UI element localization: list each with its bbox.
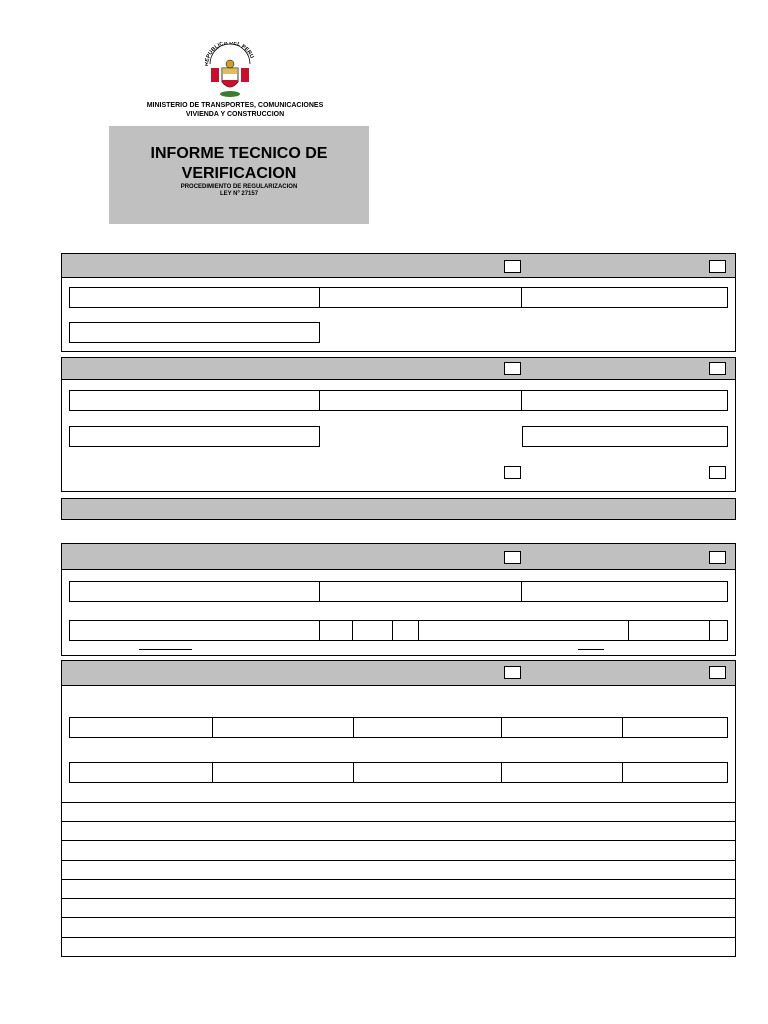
section-1-header <box>62 254 735 278</box>
section-4-field-row-1 <box>69 717 728 738</box>
section-1-checkbox-b[interactable] <box>709 260 726 273</box>
section-4 <box>61 660 736 957</box>
field-divider <box>212 718 213 737</box>
section-2-checkbox-d[interactable] <box>709 466 726 479</box>
field-divider <box>319 391 320 410</box>
field-divider <box>353 763 354 782</box>
field-divider <box>521 288 522 307</box>
section-4-checkbox-b[interactable] <box>709 666 726 679</box>
section-2-checkbox-b[interactable] <box>709 362 726 375</box>
field-divider <box>319 288 320 307</box>
section-1-field-row <box>69 287 728 308</box>
section-3-header <box>62 544 735 570</box>
section-2-field-row <box>69 390 728 411</box>
section-2-header <box>62 358 735 380</box>
section-bar <box>61 498 736 520</box>
writing-line <box>62 860 735 861</box>
writing-line <box>62 821 735 822</box>
field-divider <box>521 582 522 601</box>
writing-line <box>62 802 735 803</box>
section-1-checkbox-a[interactable] <box>504 260 521 273</box>
field-divider <box>353 718 354 737</box>
emblem-text: EPUBLICA DEL PERU <box>205 42 255 63</box>
field-divider <box>622 763 623 782</box>
section-2-field-right[interactable] <box>522 426 728 447</box>
section-2-checkbox-a[interactable] <box>504 362 521 375</box>
section-4-checkbox-a[interactable] <box>504 666 521 679</box>
title-box <box>109 126 369 224</box>
writing-line <box>62 937 735 938</box>
underline-short <box>578 649 604 650</box>
field-divider <box>501 718 502 737</box>
field-divider <box>628 621 629 640</box>
section-4-header <box>62 661 735 686</box>
section-3-checkbox-b[interactable] <box>709 551 726 564</box>
underline-short <box>139 649 192 650</box>
field-divider <box>418 621 419 640</box>
field-divider <box>392 621 393 640</box>
field-divider <box>352 621 353 640</box>
section-2 <box>61 357 736 492</box>
field-divider <box>212 763 213 782</box>
section-1-field-single[interactable] <box>69 322 320 343</box>
field-divider <box>709 621 710 640</box>
section-3-checkbox-a[interactable] <box>504 551 521 564</box>
field-divider <box>622 718 623 737</box>
procedure-subtitle: PROCEDIMIENTO DE REGULARIZACION <box>180 184 298 190</box>
section-3-field-row-2 <box>69 620 728 641</box>
section-2-field-left[interactable] <box>69 426 320 447</box>
writing-line <box>62 840 735 841</box>
document-title-line-1: INFORME TECNICO DE <box>150 145 328 162</box>
field-divider <box>319 621 320 640</box>
document-title-line-2: VERIFICACION <box>181 165 297 182</box>
writing-line <box>62 917 735 918</box>
writing-line <box>62 879 735 880</box>
ministry-line-2: VIVIENDA Y CONSTRUCCION <box>185 111 285 118</box>
coat-of-arms-emblem <box>205 42 255 100</box>
ministry-name <box>120 101 350 119</box>
ministry-line-1: MINISTERIO DE TRANSPORTES, COMUNICACIONES <box>146 102 324 109</box>
field-divider <box>319 582 320 601</box>
writing-line <box>62 898 735 899</box>
section-2-checkbox-c[interactable] <box>504 466 521 479</box>
field-divider <box>521 391 522 410</box>
field-divider <box>501 763 502 782</box>
law-number: LEY Nº 27157 <box>219 191 259 197</box>
section-3 <box>61 543 736 656</box>
section-4-field-row-2 <box>69 762 728 783</box>
section-3-field-row-1 <box>69 581 728 602</box>
section-1 <box>61 253 736 352</box>
